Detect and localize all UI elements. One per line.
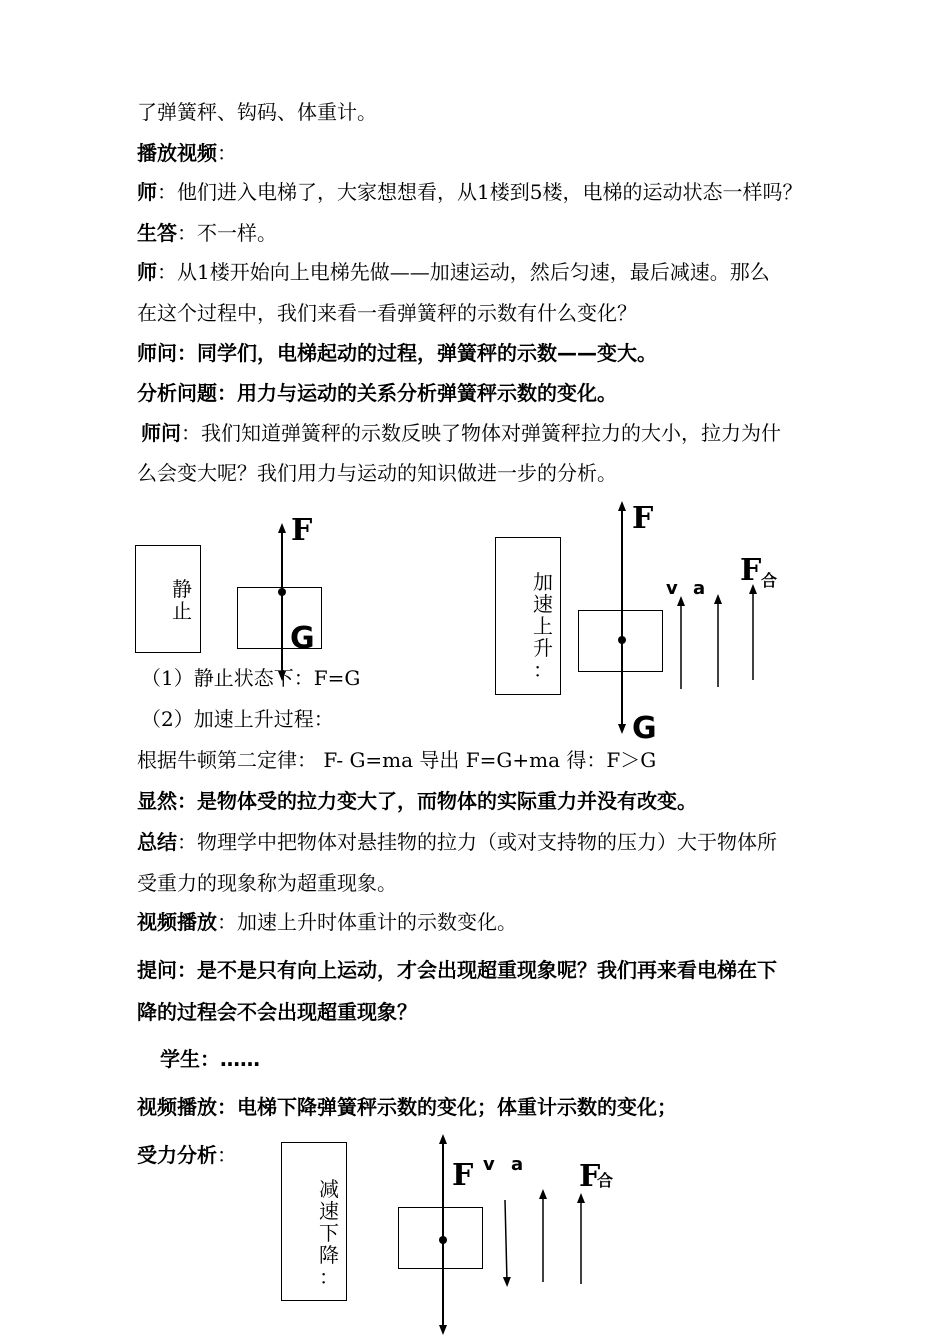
line-text: ： bbox=[217, 141, 237, 165]
d2-center-dot bbox=[618, 636, 626, 644]
line-label: 师 bbox=[137, 180, 157, 204]
line-text: 受重力的现象称为超重现象。 bbox=[137, 871, 397, 895]
diagram2-box-text: 加 速 上 升 ： bbox=[533, 570, 553, 682]
d3-label-a: a bbox=[511, 1154, 524, 1175]
line-text: 师问：同学们，电梯起动的过程，弹簧秤的示数——变大。 bbox=[137, 341, 657, 365]
line-text: 视频播放：电梯下降弹簧秤示数的变化；体重计示数的变化； bbox=[137, 1095, 677, 1119]
d2-label-net-sub: 合 bbox=[761, 571, 778, 590]
line-label: 师 bbox=[137, 260, 157, 284]
line-label: 生答 bbox=[137, 221, 177, 245]
d2-label-v: v bbox=[666, 578, 678, 599]
d2-label-net: F bbox=[740, 553, 762, 588]
line-text: 降的过程会不会出现超重现象？ bbox=[137, 1000, 417, 1024]
d1-label-g: G bbox=[290, 621, 315, 656]
d1-center-dot bbox=[278, 588, 286, 596]
d2-label-a: a bbox=[693, 578, 706, 599]
line-text: ：我们知道弹簧秤的示数反映了物体对弹簧秤拉力的大小，拉力为什 bbox=[181, 421, 781, 445]
line-text: （2）加速上升过程： bbox=[141, 707, 334, 731]
diagram1-box-text: 静 止 bbox=[172, 577, 192, 623]
line-text: 根据牛顿第二定律： F- G=ma 导出 F=G+ma 得：F＞G bbox=[137, 748, 657, 772]
line-label: 总结 bbox=[137, 830, 177, 854]
d3-label-net-sub: 合 bbox=[597, 1171, 614, 1190]
line-text: ：他们进入电梯了，大家想想看，从1楼到5楼，电梯的运动状态一样吗？ bbox=[157, 180, 803, 204]
line-text: 了弹簧秤、钩码、体重计。 bbox=[137, 100, 377, 124]
d2-label-g: G bbox=[632, 711, 657, 746]
d3-velocity-arrow bbox=[505, 1200, 507, 1282]
line-label: 受力分析 bbox=[137, 1143, 217, 1167]
line-text: （1）静止状态下：F=G bbox=[141, 666, 361, 690]
line-text: ：物理学中把物体对悬挂物的拉力（或对支持物的压力）大于物体所 bbox=[177, 830, 777, 854]
line-text: 在这个过程中，我们来看一看弹簧秤的示数有什么变化？ bbox=[137, 301, 637, 325]
line-text: ： bbox=[217, 1143, 237, 1167]
line-text: ：加速上升时体重计的示数变化。 bbox=[217, 910, 517, 934]
line-label: 师问 bbox=[141, 421, 181, 445]
line-label: 播放视频 bbox=[137, 141, 217, 165]
line-label: 视频播放 bbox=[137, 910, 217, 934]
d3-center-dot bbox=[439, 1236, 447, 1244]
line-text: 么会变大呢？我们用力与运动的知识做进一步的分析。 bbox=[137, 461, 617, 485]
d3-label-f: F bbox=[452, 1158, 474, 1193]
d2-label-f: F bbox=[632, 501, 654, 536]
d3-label-net: F bbox=[579, 1159, 601, 1194]
d1-label-f: F bbox=[291, 513, 313, 548]
line-text: 学生：…… bbox=[160, 1047, 260, 1071]
d3-label-v: v bbox=[483, 1154, 495, 1175]
line-text: 分析问题：用力与运动的关系分析弹簧秤示数的变化。 bbox=[137, 381, 617, 405]
line-text: ：不一样。 bbox=[177, 221, 277, 245]
diagram3-box-text: 减 速 下 降 ： bbox=[319, 1177, 339, 1289]
line-text: ：从1楼开始向上电梯先做——加速运动，然后匀速，最后减速。那么 bbox=[157, 260, 770, 284]
line-text: 显然：是物体受的拉力变大了，而物体的实际重力并没有改变。 bbox=[137, 789, 697, 813]
line-text: 提问：是不是只有向上运动，才会出现超重现象呢？我们再来看电梯在下 bbox=[137, 958, 777, 982]
